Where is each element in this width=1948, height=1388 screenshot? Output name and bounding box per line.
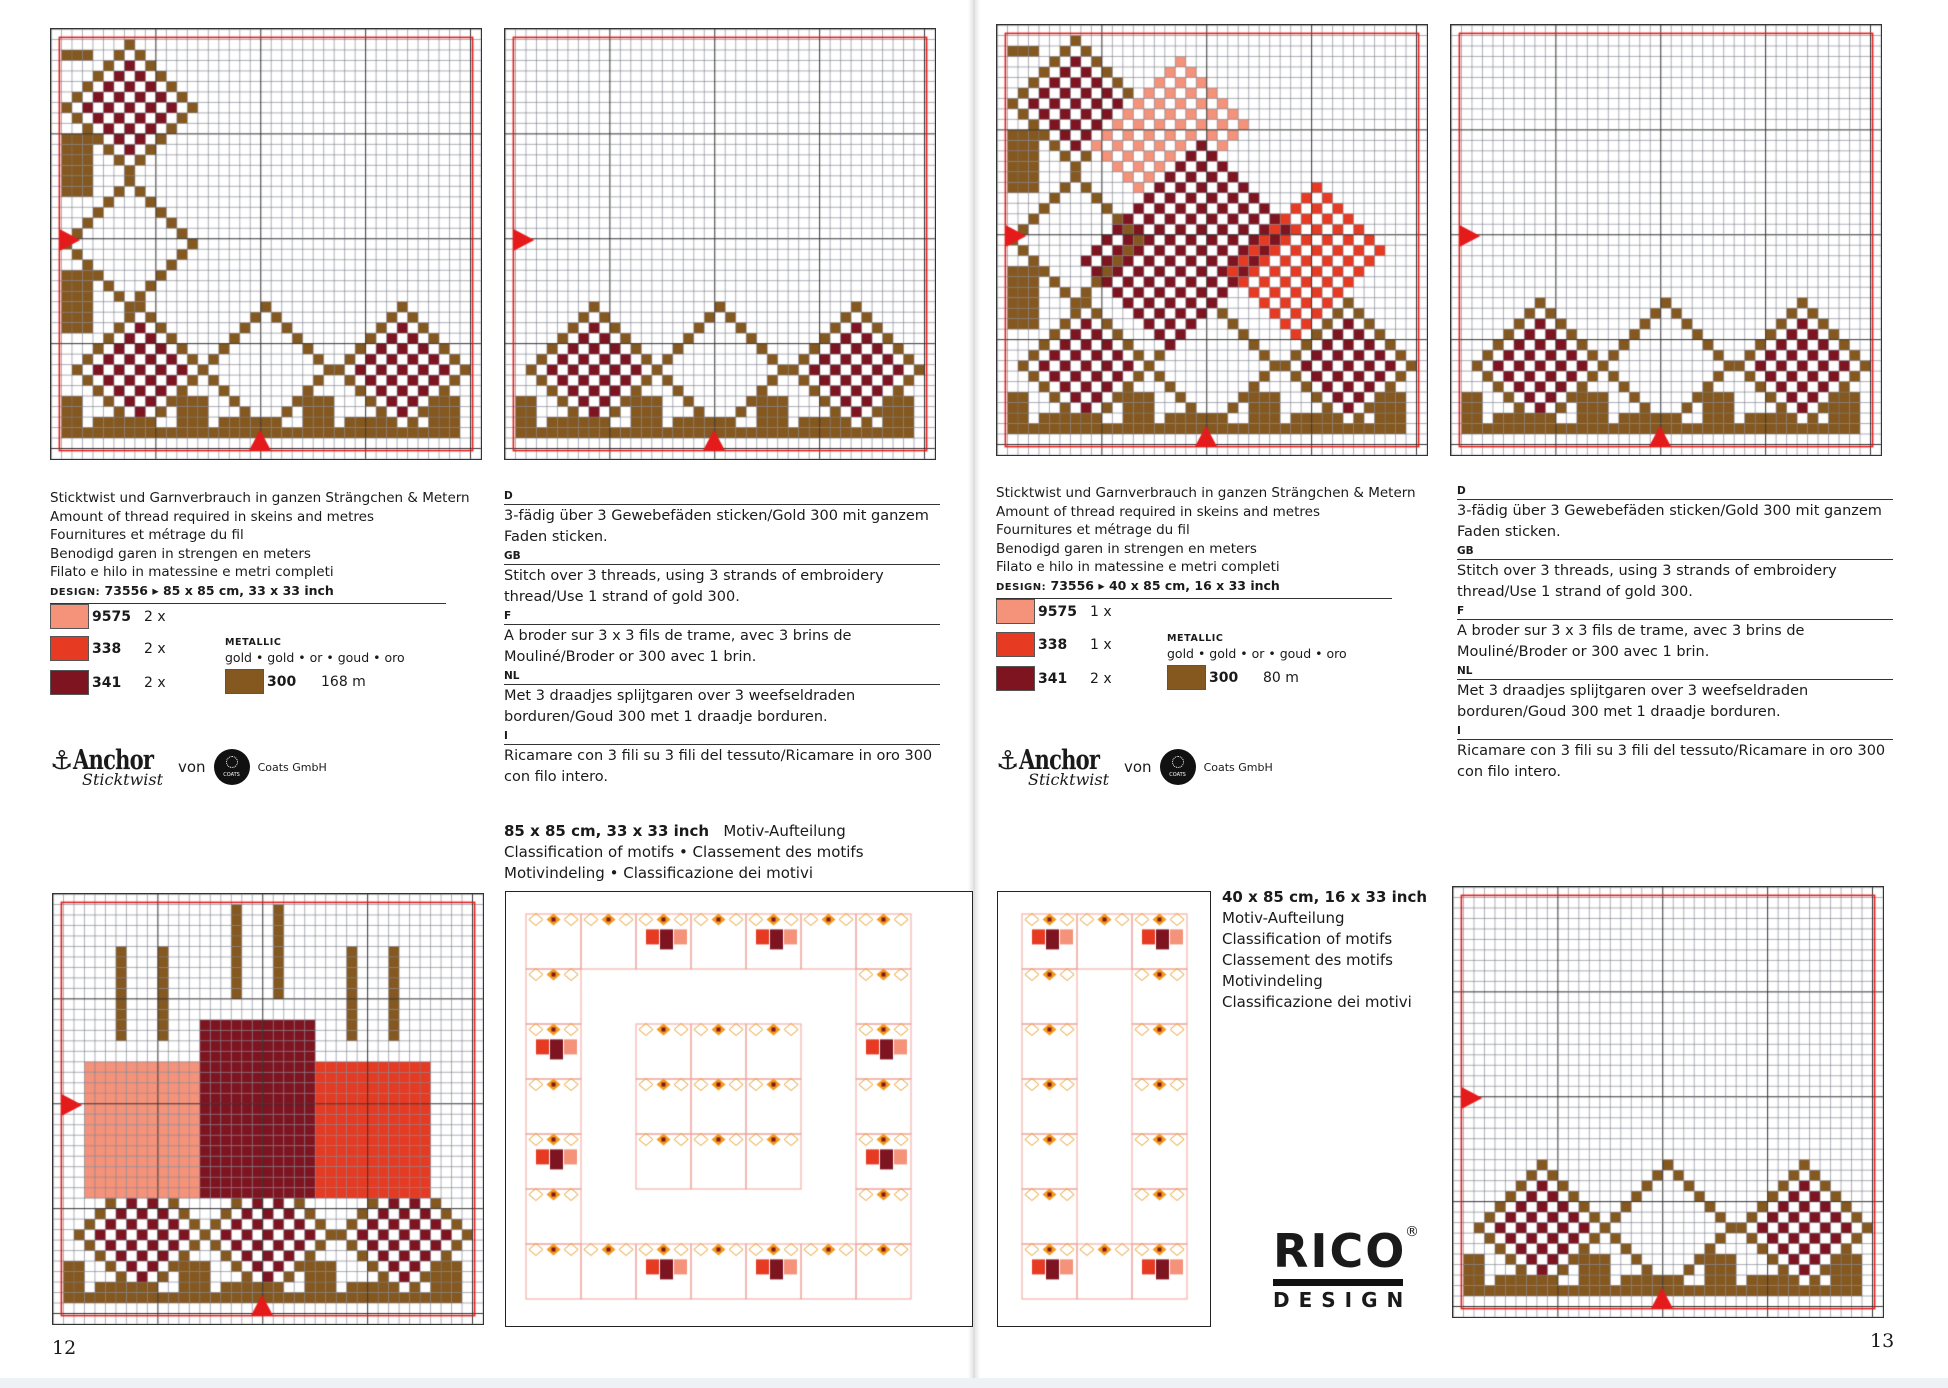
anchor-coats-logo-left: ⚓ Anchor Sticktwist von COATS Coats GmbH [50, 745, 327, 789]
metallic-subtitle: gold • gold • or • goud • oro [225, 650, 405, 665]
rico-design-logo: RICO ® DESIGN [1273, 1224, 1419, 1312]
chart-border-diamonds-right [1450, 24, 1882, 456]
instructions-right: D 3-fädig über 3 Gewebefäden sticken/Gold 300 mit ganzem Faden sticken. GB Stitch over 3 threads, using 3 strands of embroidery thread/Use 1 strand of gold 300. F A broder sur 3 x 3 fils de trame, avec 3 brins de Mouliné/Broder or 300 avec 1 brin. NL Met 3 draadjes splijtgaren over 3 weefseldraden borduren/Goud 300 met 1 draadje borduren. I Ricamare con 3 fili su 3 fili del tessuto/Ricamare in oro 300 con filo intero. [1457, 484, 1893, 785]
instructions-left: D 3-fädig über 3 Gewebefäden sticken/Gold 300 mit ganzem Faden sticken. GB Stitch over 3 threads, using 3 strands of embroidery thread/Use 1 strand of gold 300. F A broder sur 3 x 3 fils de trame, avec 3 brins de Mouliné/Broder or 300 avec 1 brin. NL Met 3 draadjes splijtgaren over 3 weefseldraden borduren/Goud 300 met 1 draadje borduren. I Ricamare con 3 fili su 3 fili del tessuto/Ricamare in oro 300 con filo intero. [504, 489, 940, 790]
chart-candles-upright [52, 893, 484, 1325]
design-line: DESIGN: 73556 ▸ 40 x 85 cm, 16 x 33 inch [996, 577, 1392, 600]
anchor-icon: ⚓ [50, 745, 74, 776]
page-number-left: 12 [52, 1337, 77, 1359]
motif-caption-left: 85 x 85 cm, 33 x 33 inch Motiv-Aufteilung Classification of motifs • Classement des motifs Motivindeling • Classificazione dei motivi [504, 822, 864, 882]
thread-info-line: Filato e hilo in matessine e metri completi [50, 564, 334, 580]
anchor-brand: ⚓ Anchor Sticktwist [50, 745, 164, 789]
thread-info-line: Benodigd garen in strengen en meters [50, 545, 311, 562]
swatch-300 [1167, 665, 1206, 690]
chart-border-diamonds [504, 28, 936, 460]
chart-corner-diamonds [50, 28, 482, 460]
swatch-9575 [50, 604, 89, 629]
thread-341: 341 2 x [996, 666, 1112, 691]
swatch-341 [996, 666, 1035, 691]
thread-338: 338 2 x [50, 636, 166, 661]
thread-info-line: Sticktwist und Garnverbrauch in ganzen Strängchen & Metern [50, 490, 470, 506]
thread-info-line: Fournitures et métrage du fil [50, 527, 244, 543]
thread-341: 341 2 x [50, 670, 166, 695]
anchor-coats-logo-right: ⚓ Anchor Sticktwist von COATS Coats GmbH [996, 745, 1273, 789]
anchor-icon: ⚓ [996, 745, 1020, 776]
swatch-9575 [996, 599, 1035, 624]
thread-9575: 9575 2 x [50, 604, 166, 629]
page-bottom-edge [0, 1378, 1948, 1388]
thread-300: 300 80 m [1167, 665, 1299, 690]
motif-layout-square [505, 891, 973, 1327]
thread-info-line: Amount of thread required in skeins and metres [50, 508, 374, 525]
chart-border-diamonds-right-bottom [1452, 886, 1884, 1318]
thread-9575: 9575 1 x [996, 599, 1112, 624]
design-line: DESIGN: 73556 ▸ 85 x 85 cm, 33 x 33 inch [50, 582, 446, 605]
coats-logo-icon: COATS [214, 749, 250, 785]
thread-300: 300 168 m [225, 669, 366, 694]
metallic-subtitle: gold • gold • or • goud • oro [1167, 646, 1347, 661]
thread-info-left [50, 489, 470, 604]
swatch-338 [50, 636, 89, 661]
rico-bar [1273, 1279, 1403, 1286]
motif-caption-right: 40 x 85 cm, 16 x 33 inch Motiv-Aufteilung Classification of motifs Classement des motifs Motivindeling Classificazione dei motivi [1222, 888, 1428, 1011]
thread-info-right: Sticktwist und Garnverbrauch in ganzen Strängchen & Metern Amount of thread required in skeins and metres Fournitures et métrage du fil Benodigd garen in strengen en meters Filato e hilo in matessine e metri completi DESIGN: 73556 ▸ 40 x 85 cm, 16 x 33 inch [996, 484, 1416, 599]
swatch-341 [50, 670, 89, 695]
metallic-heading: METALLIC [1167, 633, 1224, 644]
metallic-heading: METALLIC [225, 637, 282, 648]
thread-338: 338 1 x [996, 632, 1112, 657]
swatch-338 [996, 632, 1035, 657]
coats-logo-icon: COATS [1160, 749, 1196, 785]
swatch-300 [225, 669, 264, 694]
chart-corner-candles [996, 24, 1428, 456]
page-number-right: 13 [1870, 1330, 1895, 1352]
motif-layout-runner [997, 891, 1211, 1327]
